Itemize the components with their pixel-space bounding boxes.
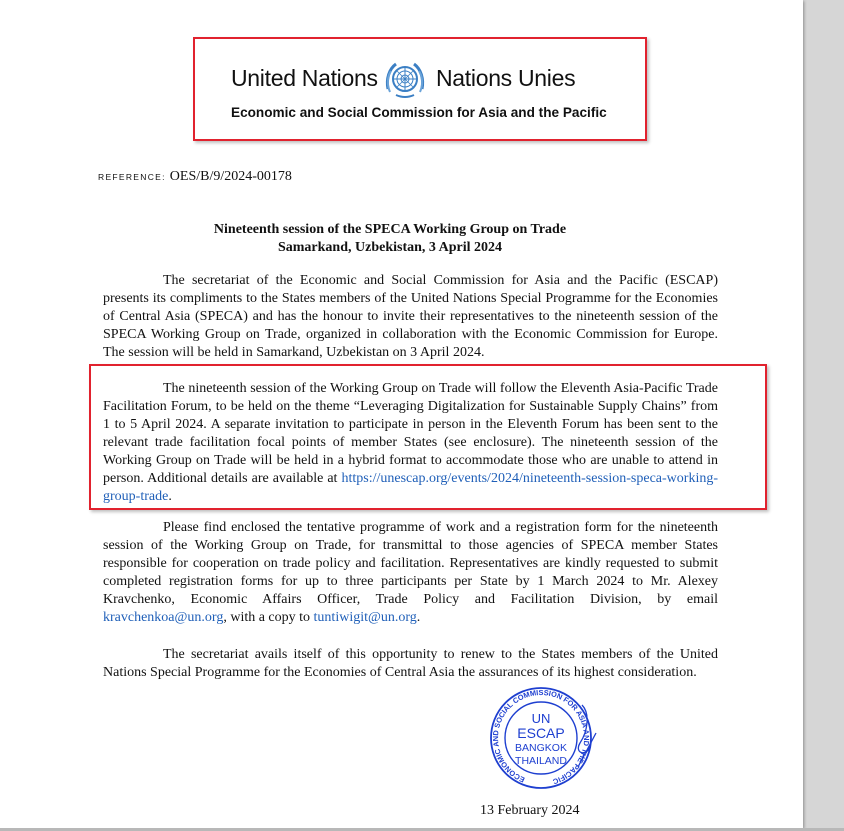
reference-line xyxy=(98,169,292,185)
paragraph-registration-text: Please find enclosed the tentative programme of work and a registration form for the nineteenth session of the Working Group on Trade, for transmittal to those agencies of SPECA member States responsible for cooperation on trade policy and facilitation. Representatives are kindly requested to submit completed registration forms for up to three participants per State by 1 March 2024 to Mr. Alexey Kravchenko, Economic Affairs Officer, Trade Policy and Facilitation Division, by email xyxy=(103,520,718,607)
commission-name: Economic and Social Commission for Asia and the Pacific xyxy=(231,105,607,120)
paragraph-invitation: The secretariat of the Economic and Social Commission for Asia and the Pacific (ESCAP) presents its compliments to the States members of the United Nations Special Programme for the Economies of Central Asia (SPECA) and has the honour to invite their representatives to the nineteenth session of the SPECA Working Group on Trade, organized in collaboration with the Economic Commission for Europe. The session will be held in Samarkand, Uzbekistan on 3 April 2024. xyxy=(103,273,718,360)
title-line-2: Samarkand, Uzbekistan, 3 April 2024 xyxy=(277,240,503,255)
paragraph-forum-text: The nineteenth session of the Working Group on Trade will follow the Eleventh Asia-Pacific Trade Facilitation Forum, to be held on the theme “Leveraging Digitalization for Sustainable Supply Chains” from 1 to 5 April 2024. A separate invitation to participate in person in the Eleventh Forum has been sent to the relevant trade facilitation focal points of member States (see enclosure). The nineteenth session of the Working Group on Trade will be held in a hybrid format to accommodate those who are unable to attend in person. Additional details are available at xyxy=(103,381,718,486)
official-stamp xyxy=(478,683,604,795)
paragraph-forum-end: . xyxy=(168,489,172,504)
reference-label: REFERENCE: xyxy=(98,172,166,182)
reference-number: OES/B/9/2024-00178 xyxy=(169,169,292,184)
paragraph-registration-end: . xyxy=(416,610,421,625)
paragraph-closing: The secretariat avails itself of this opportunity to renew to the States members of the United Nations Special Programme for the Economies of Central Asia the assurances of its highest consideration. xyxy=(103,647,718,680)
letter-date: 13 February 2024 xyxy=(480,803,580,818)
event-link[interactable]: https://unescap.org/events/2024/nineteenth-session-speca-working-group-trade xyxy=(103,471,718,504)
title-line-1: Nineteenth session of the SPECA Working Group on Trade xyxy=(213,222,567,237)
document-title xyxy=(100,221,680,257)
email-link-tuntiwigit[interactable]: tuntiwigit@un.org xyxy=(313,610,417,625)
stamp-line-bangkok: BANGKOK xyxy=(515,742,567,754)
paragraph-registration xyxy=(103,519,718,627)
email-link-kravchenko[interactable]: kravchenkoa@un.org xyxy=(103,610,224,625)
un-french-name: Nations Unies xyxy=(436,65,576,91)
stamp-line-thailand: THAILAND xyxy=(515,755,567,767)
stamp-ring-text: ECONOMIC AND SOCIAL COMMISSION FOR ASIA AND THE PACIFIC xyxy=(491,687,592,787)
paragraph-forum xyxy=(103,380,718,506)
un-english-name: United Nations xyxy=(231,65,378,91)
un-emblem-icon xyxy=(384,59,426,101)
paragraph-registration-mid: , with a copy to xyxy=(223,610,314,625)
letterhead-highlight xyxy=(193,37,647,141)
stamp-line-escap: ESCAP xyxy=(517,725,565,741)
stamp-line-un: UN xyxy=(531,711,551,726)
